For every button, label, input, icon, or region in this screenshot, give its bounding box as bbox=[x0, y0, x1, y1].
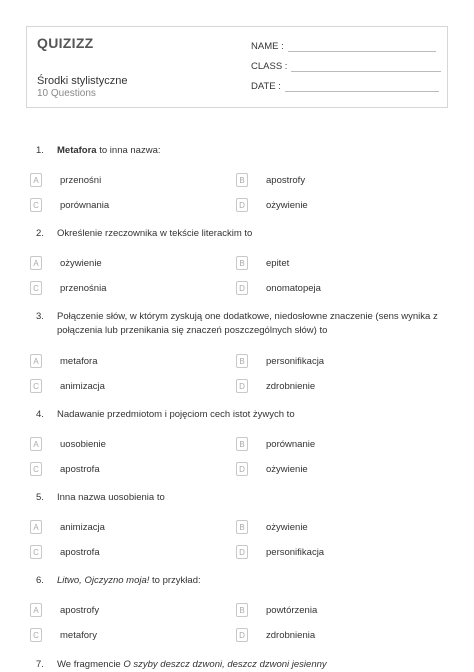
date-label: DATE : bbox=[251, 81, 281, 92]
option-text: ożywienie bbox=[266, 521, 308, 533]
name-label: NAME : bbox=[251, 41, 284, 52]
question-text: Nadawanie przedmiotom i pojęciom cech istot żywych to bbox=[57, 409, 295, 420]
quizizz-logo: QUIZIZZ bbox=[37, 35, 94, 51]
option-text: animizacja bbox=[60, 521, 105, 533]
option-text: metafory bbox=[60, 629, 97, 641]
question-6 bbox=[36, 574, 447, 588]
option-letter: C bbox=[30, 379, 42, 393]
option-letter: D bbox=[236, 462, 248, 476]
option-letter: B bbox=[236, 437, 248, 451]
option-letter: B bbox=[236, 256, 248, 270]
option-letter: A bbox=[30, 354, 42, 368]
option-letter: A bbox=[30, 256, 42, 270]
option-1a[interactable] bbox=[30, 173, 101, 187]
question-text bbox=[57, 144, 447, 158]
option-3b[interactable] bbox=[236, 354, 324, 368]
option-letter: B bbox=[236, 173, 248, 187]
date-field[interactable] bbox=[251, 81, 439, 92]
option-letter: D bbox=[236, 198, 248, 212]
option-text: zdrobnienie bbox=[266, 380, 316, 392]
option-letter: C bbox=[30, 281, 42, 295]
option-letter: D bbox=[236, 379, 248, 393]
question-count: 10 Questions bbox=[37, 88, 96, 99]
option-letter: C bbox=[30, 628, 42, 642]
option-text: ożywienie bbox=[60, 257, 102, 269]
option-1d[interactable] bbox=[236, 198, 308, 212]
option-letter: D bbox=[236, 545, 248, 559]
option-2d[interactable] bbox=[236, 281, 321, 295]
option-text: przenośni bbox=[60, 174, 102, 186]
question-text-part: We fragmencie bbox=[57, 659, 124, 670]
worksheet-title: Środki stylistyczne bbox=[37, 75, 128, 87]
question-5 bbox=[36, 491, 447, 505]
class-label: CLASS : bbox=[251, 61, 288, 72]
question-number: 3. bbox=[36, 311, 44, 322]
option-text: personifikacja bbox=[266, 355, 325, 367]
option-2a[interactable] bbox=[30, 256, 102, 270]
option-text: powtórzenia bbox=[266, 604, 318, 616]
name-line bbox=[288, 41, 436, 52]
option-text: metafora bbox=[60, 355, 98, 367]
question-text: Połączenie słów, w którym zyskują one dodatkowe, niedosłowne znaczenie (sens wynika z połączenia lub przenikania się znaczeń poszczególnych słów) to bbox=[57, 311, 438, 336]
option-text: porównanie bbox=[266, 438, 316, 450]
option-text: porównania bbox=[60, 199, 110, 211]
option-text: przenośnia bbox=[60, 282, 107, 294]
option-1c[interactable] bbox=[30, 198, 109, 212]
option-letter: A bbox=[30, 173, 42, 187]
option-2b[interactable] bbox=[236, 256, 289, 270]
option-5b[interactable] bbox=[236, 520, 308, 534]
option-6b[interactable] bbox=[236, 603, 317, 617]
option-letter: A bbox=[30, 437, 42, 451]
option-4c[interactable] bbox=[30, 462, 100, 476]
question-text-part: to przykład: bbox=[149, 575, 201, 586]
option-text: uosobienie bbox=[60, 438, 106, 450]
option-text: epitet bbox=[266, 257, 290, 269]
option-letter: B bbox=[236, 520, 248, 534]
option-letter: B bbox=[236, 603, 248, 617]
option-6a[interactable] bbox=[30, 603, 99, 617]
option-letter: C bbox=[30, 545, 42, 559]
option-text: ożywienie bbox=[266, 463, 308, 475]
question-number: 1. bbox=[36, 145, 44, 156]
class-field[interactable] bbox=[251, 61, 441, 72]
option-text: apostrofy bbox=[266, 174, 306, 186]
question-2 bbox=[36, 227, 447, 241]
question-text-part: to inna nazwa: bbox=[96, 145, 161, 156]
option-text: onomatopeja bbox=[266, 282, 321, 294]
question-1 bbox=[36, 144, 447, 158]
option-4a[interactable] bbox=[30, 437, 106, 451]
option-6d[interactable] bbox=[236, 628, 315, 642]
option-6c[interactable] bbox=[30, 628, 97, 642]
option-text: apostrofa bbox=[60, 463, 100, 475]
question-4 bbox=[36, 408, 447, 422]
question-text: Określenie rzeczownika w tekście literackim to bbox=[57, 228, 253, 239]
class-line bbox=[291, 61, 441, 72]
question-number: 7. bbox=[36, 659, 44, 670]
option-5d[interactable] bbox=[236, 545, 324, 559]
option-2c[interactable] bbox=[30, 281, 106, 295]
option-1b[interactable] bbox=[236, 173, 305, 187]
bold-term: Metafora bbox=[57, 145, 97, 156]
option-letter: A bbox=[30, 603, 42, 617]
option-3d[interactable] bbox=[236, 379, 315, 393]
option-3c[interactable] bbox=[30, 379, 105, 393]
option-text: apostrofy bbox=[60, 604, 100, 616]
name-field[interactable] bbox=[251, 41, 436, 52]
question-number: 6. bbox=[36, 575, 44, 586]
option-text: personifikacja bbox=[266, 546, 325, 558]
option-text: ożywienie bbox=[266, 199, 308, 211]
question-number: 4. bbox=[36, 409, 44, 420]
option-letter: C bbox=[30, 198, 42, 212]
option-text: zdrobnienia bbox=[266, 629, 316, 641]
option-letter: D bbox=[236, 281, 248, 295]
quoted-phrase: Litwo, Ojczyzno moja! bbox=[57, 575, 150, 586]
option-text: apostrofa bbox=[60, 546, 100, 558]
option-letter: B bbox=[236, 354, 248, 368]
option-5a[interactable] bbox=[30, 520, 105, 534]
option-letter: C bbox=[30, 462, 42, 476]
option-letter: D bbox=[236, 628, 248, 642]
date-line bbox=[285, 81, 439, 92]
question-3 bbox=[36, 310, 447, 338]
question-text bbox=[57, 574, 447, 588]
option-4d[interactable] bbox=[236, 462, 308, 476]
option-letter: A bbox=[30, 520, 42, 534]
question-number: 2. bbox=[36, 228, 44, 239]
question-number: 5. bbox=[36, 492, 44, 503]
quoted-phrase: O szyby deszcz dzwoni, deszcz dzwoni jesienny bbox=[123, 659, 327, 670]
option-4b[interactable] bbox=[236, 437, 315, 451]
option-5c[interactable] bbox=[30, 545, 100, 559]
option-3a[interactable] bbox=[30, 354, 98, 368]
worksheet-header bbox=[26, 26, 448, 108]
question-text: Inna nazwa uosobienia to bbox=[57, 492, 165, 503]
option-text: animizacja bbox=[60, 380, 105, 392]
